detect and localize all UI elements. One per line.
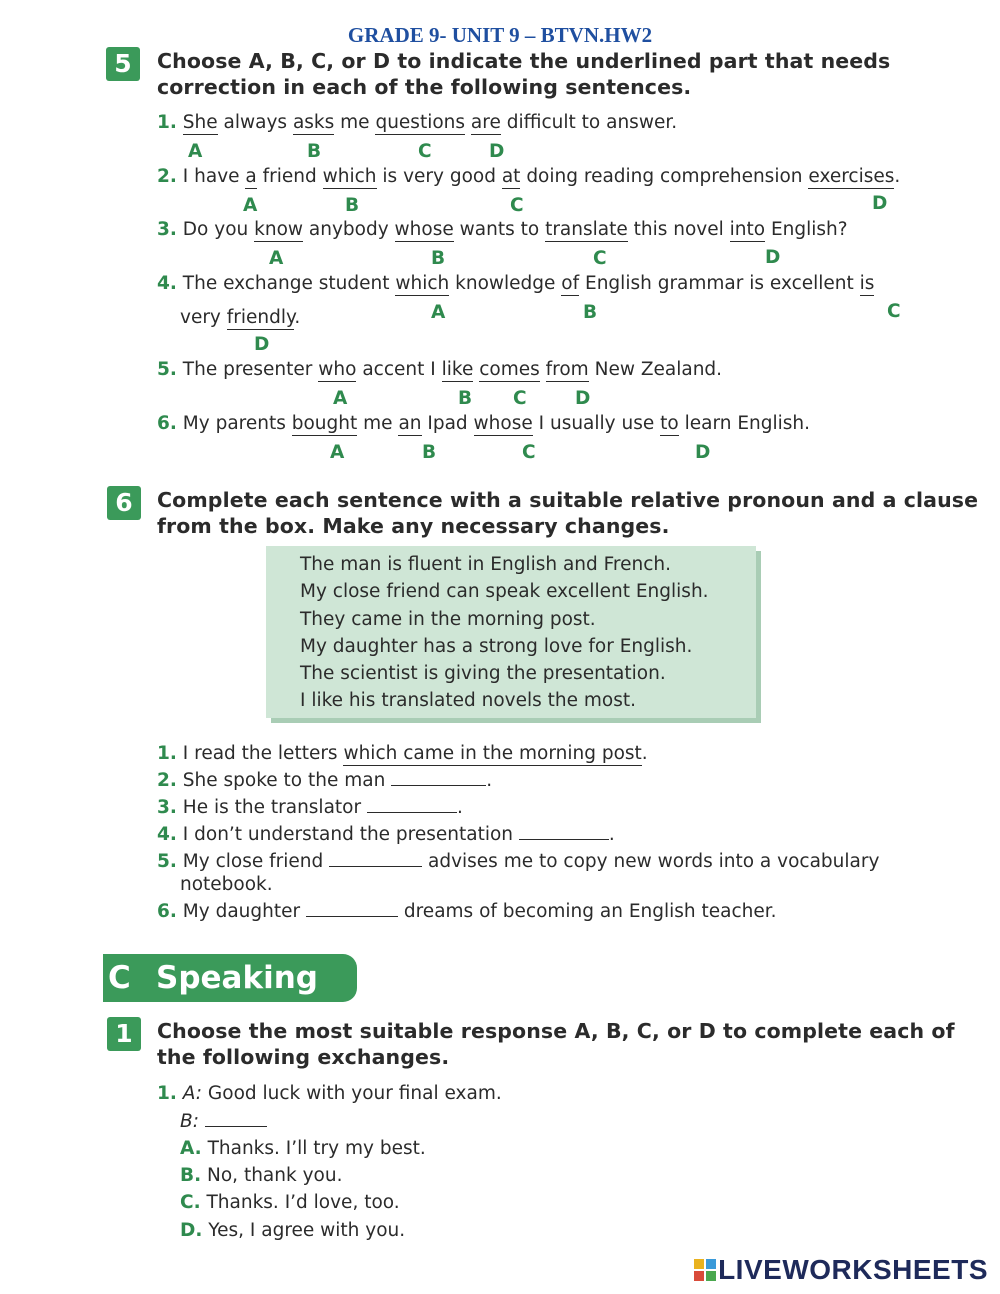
text: Ipad: [421, 413, 474, 434]
underlined-part-a: which: [395, 273, 450, 294]
underlined-part-a: know: [254, 219, 304, 240]
text: English?: [765, 219, 848, 240]
underlined-part-c: translate: [545, 219, 628, 240]
text: English grammar is excellent: [579, 273, 860, 294]
ex5-question-5: [157, 359, 722, 380]
ex6-sentence-2: [157, 770, 492, 791]
option-label-a: A: [188, 141, 203, 162]
text: I don’t understand the presentation: [182, 824, 519, 845]
underlined-part-a: She: [182, 112, 218, 133]
option-letter: B.: [180, 1165, 202, 1186]
liveworksheets-logo-icon: [694, 1259, 716, 1281]
question-number: 1.: [157, 743, 177, 764]
question-number: 4.: [157, 273, 177, 294]
underlined-part-d: from: [545, 359, 589, 380]
ex6-sentence-3: [157, 797, 463, 818]
ex5-question-4-continued: [180, 307, 300, 328]
page-title: GRADE 9- UNIT 9 – BTVN.HW2: [347, 23, 653, 47]
text: difficult to answer.: [500, 112, 678, 133]
option-label-a: A: [333, 388, 348, 409]
option-label-b: B: [583, 302, 598, 323]
underlined-part-d: friendly: [226, 307, 295, 328]
exercise-5-heading-line2: correction in each of the following sentences.: [157, 75, 692, 99]
response-option[interactable]: [180, 1165, 342, 1186]
clause-box: [266, 546, 756, 718]
option-text: Thanks. I’d love, too.: [200, 1192, 400, 1213]
option-label-c: C: [513, 388, 527, 409]
text: learn English.: [678, 413, 811, 434]
option-letter: D.: [180, 1220, 203, 1241]
ex6-sentence-5: [157, 851, 879, 872]
clause-item: They came in the morning post.: [300, 608, 596, 630]
option-text: Yes, I agree with you.: [202, 1220, 406, 1241]
speaking-heading-line1: Choose the most suitable response A, B, C, or D to complete each of: [157, 1019, 955, 1043]
question-number: 4.: [157, 824, 177, 845]
underlined-part-a: who: [318, 359, 357, 380]
clause-item: The man is fluent in English and French.: [300, 554, 672, 575]
question-number: 2.: [157, 166, 177, 187]
option-label-c: C: [418, 141, 432, 162]
underlined-part-c: comes: [479, 359, 540, 380]
question-number: 1.: [157, 112, 177, 133]
logo-text: LIVEWORKSHEETS: [718, 1254, 988, 1285]
exercise-6-heading: [157, 487, 978, 539]
question-number: 5.: [157, 359, 177, 380]
underlined-part-b: like: [441, 359, 474, 380]
question-number: 1.: [157, 1083, 177, 1104]
text: [540, 359, 546, 380]
text: My daughter: [182, 901, 306, 922]
option-label-c: C: [593, 248, 607, 269]
response-option[interactable]: [180, 1192, 400, 1213]
underlined-part-d: to: [660, 413, 679, 434]
speaking-section-header: [103, 954, 357, 1002]
speaking-exercise-1-badge: 1: [107, 1017, 141, 1051]
ex6-sentence-1: [157, 743, 648, 764]
option-label-c: C: [522, 442, 536, 463]
text: She spoke to the man: [182, 770, 392, 791]
underlined-part-d: are: [470, 112, 501, 133]
exercise-6-heading-line2: from the box. Make any necessary changes.: [157, 514, 670, 538]
speaker-a-text: Good luck with your final exam.: [202, 1083, 502, 1104]
exercise-5-badge: 5: [106, 47, 140, 81]
text: The presenter: [182, 359, 319, 380]
question-number: 3.: [157, 219, 177, 240]
text: accent I: [356, 359, 442, 380]
option-label-c: C: [510, 195, 524, 216]
exercise-6-badge: 6: [107, 486, 141, 520]
text: anybody: [303, 219, 395, 240]
underlined-part-d: into: [729, 219, 766, 240]
text: My parents: [182, 413, 292, 434]
ex5-question-6: [157, 413, 810, 434]
text: Do you: [182, 219, 255, 240]
question-number: 2.: [157, 770, 177, 791]
option-label-d: D: [489, 141, 505, 162]
text: .: [486, 770, 493, 791]
text: My close friend: [182, 851, 330, 872]
option-label-a: A: [269, 248, 284, 269]
answer-blank[interactable]: [329, 852, 422, 867]
option-letter: A.: [180, 1138, 202, 1159]
question-number: 3.: [157, 797, 177, 818]
answer-blank[interactable]: [306, 902, 398, 917]
text: me: [357, 413, 399, 434]
text: doing reading comprehension: [520, 166, 809, 187]
ex5-question-3: [157, 219, 848, 240]
question-number: 6.: [157, 901, 177, 922]
exercise-5-heading: [157, 48, 890, 100]
answer-blank[interactable]: [367, 798, 457, 813]
option-label-d: D: [872, 193, 888, 214]
text: .: [894, 166, 901, 187]
ex5-question-2: [157, 166, 900, 187]
section-letter: C: [108, 960, 131, 996]
text: The exchange student: [182, 273, 396, 294]
section-title: Speaking: [156, 960, 318, 996]
speaker-b-line: [180, 1111, 267, 1132]
text: .: [456, 797, 463, 818]
underlined-part-c: is: [859, 273, 875, 294]
text: .: [641, 743, 648, 764]
text: He is the translator: [182, 797, 367, 818]
underlined-part-c: at: [501, 166, 521, 187]
text: New Zealand.: [588, 359, 723, 380]
underlined-part-b: of: [561, 273, 580, 294]
liveworksheets-logo: [694, 1254, 988, 1286]
text: friend: [256, 166, 323, 187]
option-label-b: B: [431, 248, 446, 269]
speaking-question-1: [157, 1083, 502, 1104]
exercise-5-heading-line1: Choose A, B, C, or D to indicate the underlined part that needs: [157, 49, 891, 73]
underlined-part-b: asks: [292, 112, 335, 133]
answer-blank[interactable]: [391, 771, 486, 786]
text: .: [294, 307, 301, 328]
ex5-question-1: [157, 112, 677, 133]
ex6-sentence-4: [157, 824, 615, 845]
example-answer: which came in the morning post: [343, 743, 642, 764]
text: I have: [182, 166, 246, 187]
text: knowledge: [449, 273, 562, 294]
text: I usually use: [532, 413, 661, 434]
text: dreams of becoming an English teacher.: [397, 901, 777, 922]
option-label-d: D: [254, 334, 270, 355]
text: is very good: [376, 166, 502, 187]
option-label-d: D: [575, 388, 591, 409]
text: me: [334, 112, 376, 133]
option-label-b: B: [307, 141, 322, 162]
option-letter: C.: [180, 1192, 201, 1213]
response-option[interactable]: [180, 1138, 426, 1159]
option-text: No, thank you.: [201, 1165, 343, 1186]
underlined-part-a: bought: [291, 413, 358, 434]
text: advises me to copy new words into a vocabulary: [422, 851, 880, 872]
text: very: [180, 307, 227, 328]
option-label-c: C: [887, 301, 901, 322]
underlined-part-b: which: [322, 166, 377, 187]
underlined-part-a: a: [245, 166, 257, 187]
ex6-sentence-6: [157, 901, 777, 922]
underlined-part-b: an: [398, 413, 422, 434]
text: wants to: [453, 219, 546, 240]
clause-item: I like his translated novels the most.: [300, 690, 636, 712]
underlined-part-d: exercises: [808, 166, 895, 187]
question-number: 6.: [157, 413, 177, 434]
response-option[interactable]: [180, 1220, 405, 1241]
option-label-a: A: [431, 302, 446, 323]
underlined-part-c: questions: [375, 112, 466, 133]
option-label-a: A: [330, 442, 345, 463]
option-label-b: B: [458, 388, 473, 409]
text: I read the letters: [182, 743, 344, 764]
answer-blank[interactable]: [205, 1116, 267, 1127]
answer-blank[interactable]: [519, 825, 609, 840]
clause-item: My daughter has a strong love for English.: [300, 635, 693, 657]
ex6-sentence-5-continued: notebook.: [180, 874, 273, 895]
text: always: [217, 112, 293, 133]
text: this novel: [627, 219, 730, 240]
speaking-heading-line2: the following exchanges.: [157, 1045, 450, 1069]
exercise-6-heading-line1: Complete each sentence with a suitable relative pronoun and a clause: [157, 488, 979, 512]
speaking-exercise-1-heading: [157, 1018, 955, 1070]
clause-item: My close friend can speak excellent English.: [300, 581, 709, 603]
underlined-part-b: whose: [394, 219, 454, 240]
option-text: Thanks. I’ll try my best.: [201, 1138, 426, 1159]
text: .: [608, 824, 615, 845]
clause-list: [300, 551, 709, 715]
ex5-question-4: [157, 273, 874, 294]
speaker-a-label: A:: [182, 1083, 203, 1104]
option-label-b: B: [422, 442, 437, 463]
question-number: 5.: [157, 851, 177, 872]
underlined-part-c: whose: [473, 413, 533, 434]
speaker-b-label: B:: [180, 1111, 199, 1132]
clause-item: The scientist is giving the presentation.: [300, 663, 666, 685]
option-label-b: B: [345, 195, 360, 216]
option-label-d: D: [695, 442, 711, 463]
option-label-a: A: [243, 195, 258, 216]
option-label-d: D: [765, 247, 781, 268]
